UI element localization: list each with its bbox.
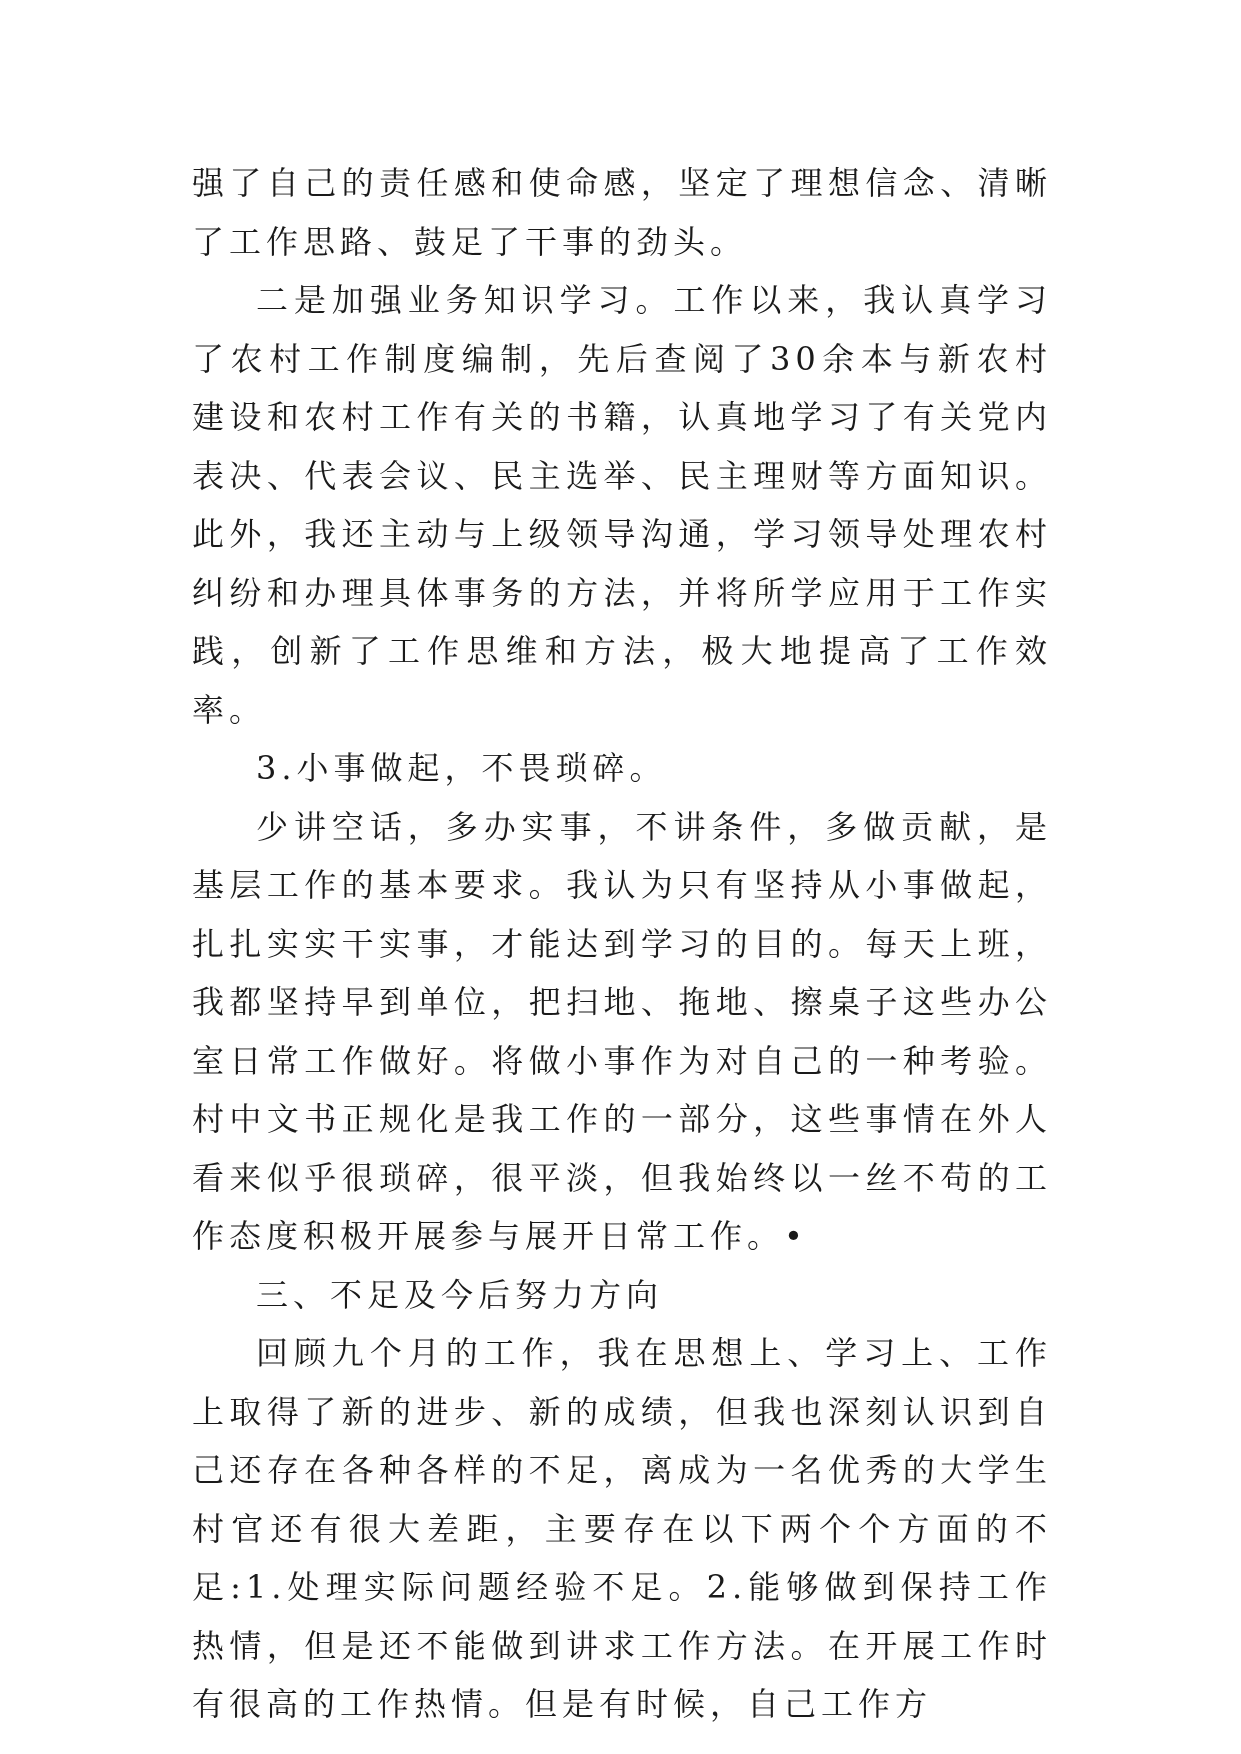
document-body [192, 154, 1052, 1734]
section-heading-shortcomings: 三、不足及今后努力方向 [256, 1275, 664, 1314]
paragraph-3: 少讲空话，多办实事，不讲条件，多做贡献，是基层工作的基本要求。我认为只有坚持从小事做起，扎扎实实干实事，才能达到学习的目的。每天上班，我都坚持早到单位，把扫地、拖地、擦桌子这些办公室日常工作做好。将做小事作为对自己的一种考验。村中文书正规化是我工作的一部分，这些事情在外人看来似乎很琐碎，很平淡，但我始终以一丝不苟的工作态度积极开展参与展开日常工作。• [192, 807, 1052, 1255]
paragraph-2: 二是加强业务知识学习。工作以来，我认真学习了农村工作制度编制，先后查阅了30余本与新农村建设和农村工作有关的书籍，认真地学习了有关党内表决、代表会议、民主选举、民主理财等方面知识。此外，我还主动与上级领导沟通，学习领导处理农村纠纷和办理具体事务的方法，并将所学应用于工作实践，创新了工作思维和方法，极大地提高了工作效率。 [192, 281, 1052, 729]
paragraph-1: 强了自己的责任感和使命感，坚定了理想信念、清晰了工作思路、鼓足了干事的劲头。 [192, 164, 1052, 261]
paragraph-4: 回顾九个月的工作，我在思想上、学习上、工作上取得了新的进步、新的成绩，但我也深刻认识到自己还存在各种各样的不足，离成为一名优秀的大学生村官还有很大差距，主要存在以下两个个方面的不足:1.处理实际问题经验不足。2.能够做到保持工作热情，但是还不能做到讲求工作方法。在开展工作时有很高的工作热情。但是有时候，自己工作方 [192, 1334, 1052, 1723]
section-heading-small-things: 3.小事做起，不畏琐碎。 [256, 749, 667, 787]
